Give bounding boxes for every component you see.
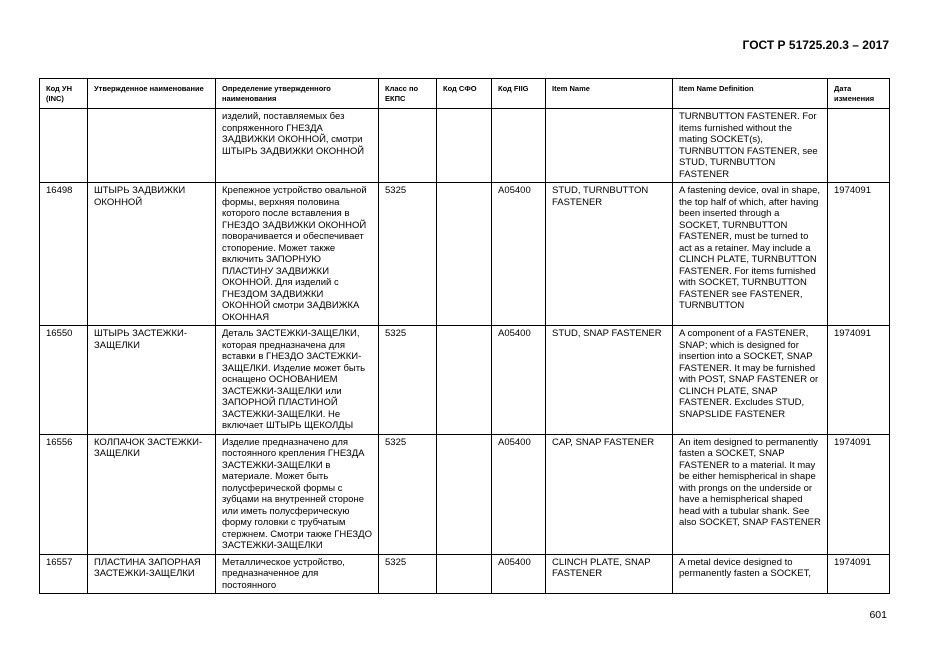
cell-date: 1974091 [828,554,890,594]
col-header-date: Дата изменения [828,79,890,109]
cell-sfo [437,326,492,435]
table-row [40,109,890,183]
col-header-code: Код УН (INC) [40,79,88,109]
cell-item-name: STUD, SNAP FASTENER [546,326,673,435]
cell-class [379,109,437,183]
cell-item-name [546,109,673,183]
cell-item-def: An item designed to permanently fasten a SOCKET, SNAP FASTENER to a material. It may be either hemispherical in shape with prongs on the underside or have a hemispherical shaped head with a tubular shank. See also SOCKET, SNAP FASTENER [673,434,828,554]
col-header-definition: Определение утвержденного наименования [216,79,379,109]
col-header-class: Класс по ЕКПС [379,79,437,109]
cell-definition: Деталь ЗАСТЕЖКИ-ЗАЩЕЛКИ, которая предназначена для вставки в ГНЕЗДО ЗАСТЕЖКИ-ЗАЩЕЛКИ. Изделие может быть оснащено ОСНОВАНИЕМ ЗАСТЕЖКИ-ЗАЩЕЛКИ или ЗАПОРНОЙ ПЛАСТИНОЙ ЗАСТЕЖКИ-ЗАЩЕЛКИ. Не включает ШТЫРЬ ЩЕКОЛДЫ [216,326,379,435]
col-header-item-name: Item Name [546,79,673,109]
cell-code [40,109,88,183]
cell-fiig [492,109,546,183]
cell-item-name: STUD, TURNBUTTON FASTENER [546,183,673,326]
col-header-sfo: Код СФО [437,79,492,109]
col-header-name: Утвержденное наименование [88,79,216,109]
cell-fiig: A05400 [492,326,546,435]
cell-item-name: CLINCH PLATE, SNAP FASTENER [546,554,673,594]
cell-definition: Металлическое устройство, предназначенное для постоянного [216,554,379,594]
cell-date [828,109,890,183]
table-header-row [40,79,890,109]
cell-fiig: A05400 [492,434,546,554]
cell-sfo [437,109,492,183]
cell-item-def: A component of a FASTENER, SNAP; which is designed for insertion into a SOCKET, SNAP FASTENER. It may be furnished with POST, SNAP FASTENER or CLINCH PLATE, SNAP FASTENER. Excludes STUD, SNAPSLIDE FASTENER [673,326,828,435]
document-id: ГОСТ Р 51725.20.3 – 2017 [742,38,889,52]
items-table [39,78,890,594]
cell-code: 16550 [40,326,88,435]
cell-date: 1974091 [828,183,890,326]
cell-class: 5325 [379,183,437,326]
cell-name: ШТЫРЬ ЗАСТЕЖКИ-ЗАЩЕЛКИ [88,326,216,435]
table-row [40,434,890,554]
cell-sfo [437,554,492,594]
cell-date: 1974091 [828,326,890,435]
cell-name: ПЛАСТИНА ЗАПОРНАЯ ЗАСТЕЖКИ-ЗАЩЕЛКИ [88,554,216,594]
page-number: 601 [869,609,887,621]
cell-item-def: TURNBUTTON FASTENER. For items furnished without the mating SOCKET(s), TURNBUTTON FASTENER, see STUD, TURNBUTTON FASTENER [673,109,828,183]
cell-sfo [437,183,492,326]
cell-definition: изделий, поставляемых без сопряженного ГНЕЗДА ЗАДВИЖКИ ОКОННОЙ, смотри ШТЫРЬ ЗАДВИЖКИ ОКОННОЙ [216,109,379,183]
cell-fiig: A05400 [492,183,546,326]
cell-item-def: A metal device designed to permanently fasten a SOCKET, [673,554,828,594]
cell-name: ШТЫРЬ ЗАДВИЖКИ ОКОННОЙ [88,183,216,326]
table-row [40,183,890,326]
cell-sfo [437,434,492,554]
cell-class: 5325 [379,434,437,554]
table-row [40,554,890,594]
cell-name: КОЛПАЧОК ЗАСТЕЖКИ-ЗАЩЕЛКИ [88,434,216,554]
cell-definition: Крепежное устройство овальной формы, верхняя половина которого после вставления в ГНЕЗДО ЗАДВИЖКИ ОКОННОЙ поворачивается и обеспечивает стопорение. Может также включить ЗАПОРНУЮ ПЛАСТИНУ ЗАДВИЖКИ ОКОННОЙ. Для изделий с ГНЕЗДОМ ЗАДВИЖКИ ОКОННОЙ смотри ЗАДВИЖКА ОКОННАЯ [216,183,379,326]
cell-code: 16498 [40,183,88,326]
cell-item-name: CAP, SNAP FASTENER [546,434,673,554]
cell-item-def: A fastening device, oval in shape, the top half of which, after having been inserted through a SOCKET, TURNBUTTON FASTENER, must be turned to act as a retainer. May include a CLINCH PLATE, TURNBUTTON FASTENER. For items furnished with SOCKET, TURNBUTTON FASTENER see FASTENER, TURNBUTTON [673,183,828,326]
cell-code: 16557 [40,554,88,594]
cell-class: 5325 [379,554,437,594]
table-row [40,326,890,435]
cell-code: 16556 [40,434,88,554]
cell-definition: Изделие предназначено для постоянного крепления ГНЕЗДА ЗАСТЕЖКИ-ЗАЩЕЛКИ в материале. Может быть полусферической формы с зубцами на внутренней стороне или иметь полусферическую форму головки с трубчатым стержнем. Смотри также ГНЕЗДО ЗАСТЕЖКИ-ЗАЩЕЛКИ [216,434,379,554]
cell-class: 5325 [379,326,437,435]
col-header-item-def: Item Name Definition [673,79,828,109]
cell-name [88,109,216,183]
cell-date: 1974091 [828,434,890,554]
col-header-fiig: Код FIIG [492,79,546,109]
cell-fiig: A05400 [492,554,546,594]
